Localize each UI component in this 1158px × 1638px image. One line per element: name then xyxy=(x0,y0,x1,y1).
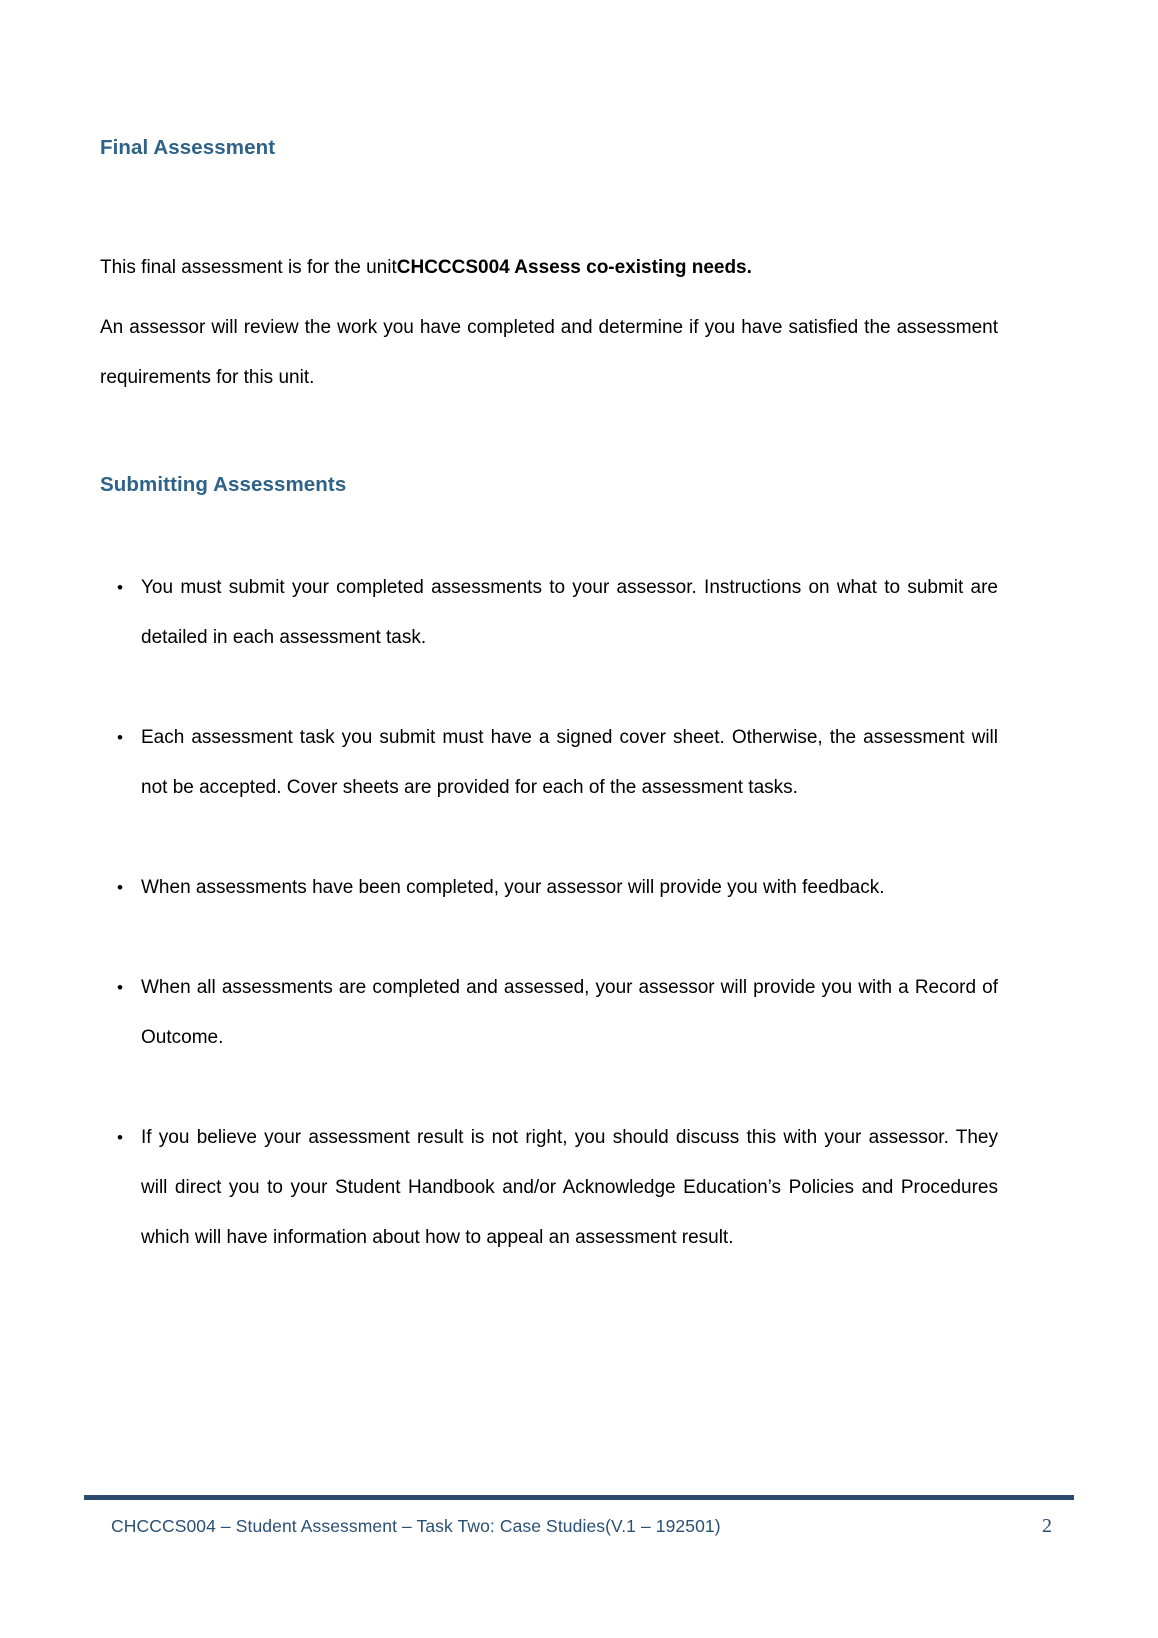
list-item-text: If you believe your assessment result is not right, you should discuss this with your assessor. They will direct you to your Student Handbook and/or Acknowledge Education’s Policies and Procedures which will have information about how to appeal an assessment result. xyxy=(141,1127,998,1249)
footer-document-title: CHCCCS004 – Student Assessment – Task Two: Case Studies(V.1 – 192501) xyxy=(111,1516,721,1536)
list-item xyxy=(100,713,998,813)
bullet-marker-icon: • xyxy=(117,1128,123,1148)
bullet-marker-icon: • xyxy=(117,978,123,998)
list-item xyxy=(100,963,998,1063)
list-item-text: When assessments have been completed, your assessor will provide you with feedback. xyxy=(141,877,885,899)
bullet-marker-icon: • xyxy=(117,578,123,598)
list-item-text: When all assessments are completed and assessed, your assessor will provide you with a Record of Outcome. xyxy=(141,977,998,1049)
list-item xyxy=(100,863,998,913)
list-item xyxy=(100,563,998,663)
heading-submitting-assessments: Submitting Assessments xyxy=(100,472,347,496)
unit-code-bold: CHCCCS004 Assess co-existing needs. xyxy=(396,256,752,278)
paragraph-unit-intro xyxy=(100,243,998,293)
page-content xyxy=(100,0,998,1263)
list-item xyxy=(100,1113,998,1263)
heading-final-assessment: Final Assessment xyxy=(100,136,276,159)
page-footer xyxy=(84,1495,1074,1538)
list-item-text: Each assessment task you submit must have a signed cover sheet. Otherwise, the assessment will not be accepted. Cover sheets are provided for each of the assessment tasks. xyxy=(141,727,998,799)
bullet-marker-icon: • xyxy=(117,878,123,898)
submitting-assessments-list xyxy=(100,563,998,1263)
list-item-text: You must submit your completed assessments to your assessor. Instructions on what to submit are detailed in each assessment task. xyxy=(141,577,998,649)
paragraph-assessor-review: An assessor will review the work you have completed and determine if you have satisfied the assessment requirements for this unit. xyxy=(100,316,998,388)
bullet-marker-icon: • xyxy=(117,728,123,748)
intro-lead-text: This final assessment is for the unit xyxy=(100,256,397,278)
page-number: 2 xyxy=(1042,1515,1052,1537)
footer-row xyxy=(84,1515,1074,1538)
footer-divider xyxy=(84,1495,1074,1500)
